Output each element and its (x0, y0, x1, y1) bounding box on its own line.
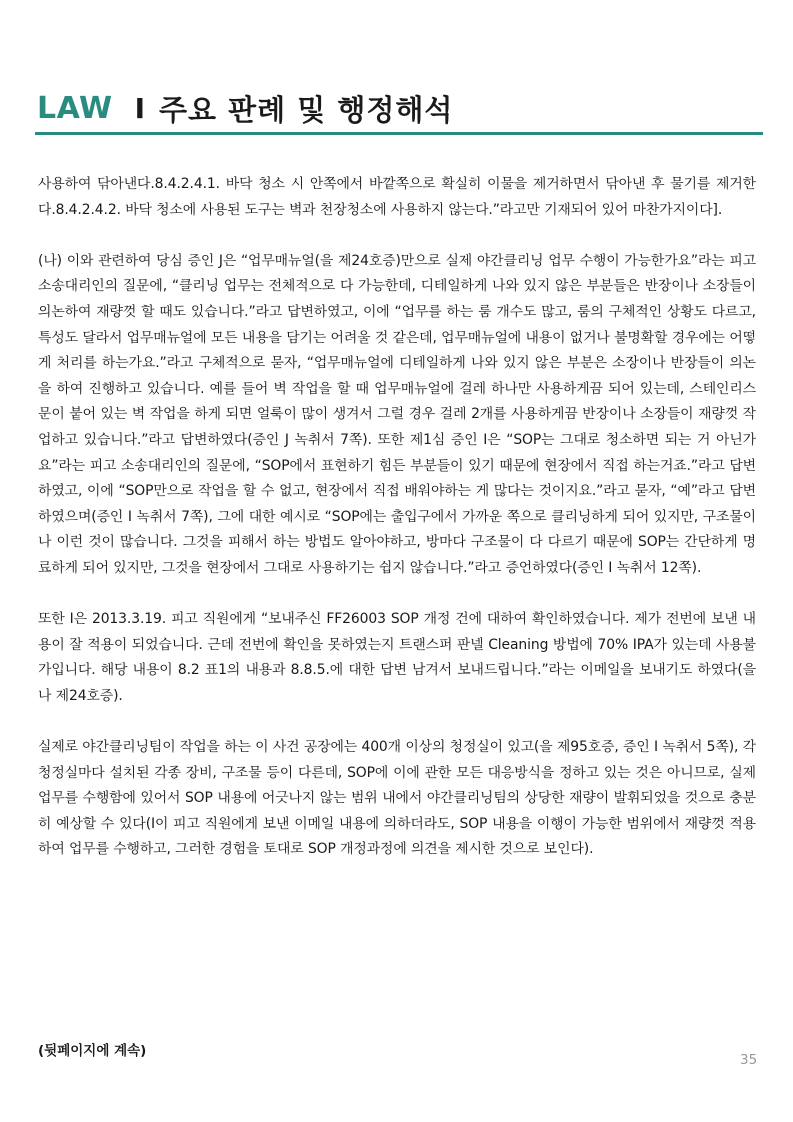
paragraph: 또한 I은 2013.3.19. 피고 직원에게 “보내주신 FF26003 SOP 개정 건에 대하여 확인하였습니다. 제가 전번에 보낸 내용이 잘 적용이 되었습니다. 근데 전번에 확인을 못하였는지 트랜스퍼 판넬 Cleaning 방법에 70% IPA가 있는데 사용불가입니다. 해당 내용이 8.2 표1의 내용과 8.8.5.에 대한 답변 남겨서 보내드립니다.”라는 이메일을 보내기도 하였다(을나 제24호증). (38, 611, 756, 704)
paragraph: 실제로 야간클리닝팀이 작업을 하는 이 사건 공장에는 400개 이상의 청정실이 있고(을 제95호증, 증인 I 녹취서 5쪽), 각 청정실마다 설치된 각종 장비, 구조물 등이 다른데, SOP에 이에 관한 모든 대응방식을 정하고 있는 것은 아니므로, 실제 업무를 수행함에 있어서 SOP 내용에 어긋나지 않는 범위 내에서 야간클리닝팀의 상당한 재량이 발휘되었을 것으로 충분히 예상할 수 있다(I이 피고 직원에게 보낸 이메일 내용에 의하더라도, SOP 내용을 이행이 가능한 범위에서 재량껏 적용하여 업무를 수행하고, 그러한 경험을 토대로 SOP 개정과정에 의견을 제시한 것으로 보인다). (38, 739, 756, 858)
continue-note: (뒷페이지에 계속) (38, 1043, 147, 1059)
paragraph: 사용하여 닦아낸다.8.4.2.4.1. 바닥 청소 시 안쪽에서 바깥쪽으로 확실히 이물을 제거하면서 닦아낸 후 물기를 제거한다.8.4.2.4.2. 바닥 청소에 사용된 도구는 벽과 천장청소에 사용하지 않는다.”라고만 기재되어 있어 마찬가지이다]. (38, 176, 756, 218)
header-separator: I (134, 91, 145, 125)
document-body (38, 172, 756, 889)
paragraph: (나) 이와 관련하여 당심 증인 J은 “업무매뉴얼(을 제24호증)만으로 실제 야간클리닝 업무 수행이 가능한가요”라는 피고 소송대리인의 질문에, “클리닝 업무는 전체적으로 다 가능한데, 디테일하게 나와 있지 않은 부분들은 반장이나 소장들이 의논하여 재량껏 할 때도 있습니다.”라고 답변하였고, 이에 “업무를 하는 룸 개수도 많고, 룸의 구체적인 상황도 다르고, 특성도 달라서 업무매뉴얼에 모든 내용을 담기는 어려울 것 같은데, 업무매뉴얼에 내용이 없거나 불명확할 경우에는 어떻게 처리를 하는가요.”라고 구체적으로 묻자, “업무매뉴얼에 디테일하게 나와 있지 않은 부분은 소장이나 반장들이 의논을 하여 진행하고 있습니다. 예를 들어 벽 작업을 할 때 업무매뉴얼에 걸레 하나만 사용하게끔 되어 있는데, 스테인리스 문이 붙어 있는 벽 작업을 하게 되면 얼룩이 많이 생겨서 그럴 경우 걸레 2개를 사용하게끔 반장이나 소장들이 재량껏 작업하고 있습니다.”라고 답변하였다(증인 J 녹취서 7쪽). 또한 제1심 증인 I은 “SOP는 그대로 청소하면 되는 거 아닌가요”라는 피고 소송대리인의 질문에, “SOP에서 표현하기 힘든 부분들이 있기 때문에 현장에서 직접 하는거죠.”라고 답변하였고, 이에 “SOP만으로 작업을 할 수 없고, 현장에서 직접 배워야하는 게 많다는 것이지요.”라고 묻자, “예”라고 답변하였으며(증인 I 녹취서 7쪽), 그에 대한 예시로 “SOP에는 출입구에서 가까운 쪽으로 클리닝하게 되어 있지만, 구조물이나 이런 것이 많습니다. 그것을 피해서 하는 방법도 알아야하고, 방마다 구조물이 다 다르기 때문에 SOP는 간단하게 명료하게 되어 있지만, 그것을 현장에서 그대로 사용하기는 쉽지 않습니다.”라고 증언하였다(증인 I 녹취서 12쪽). (38, 252, 756, 576)
section-brand: LAW (37, 90, 113, 126)
page-title: 주요 판례 및 행정해석 (159, 92, 454, 127)
page-header (37, 86, 453, 130)
header-rule (35, 132, 763, 135)
page-number: 35 (740, 1052, 758, 1068)
